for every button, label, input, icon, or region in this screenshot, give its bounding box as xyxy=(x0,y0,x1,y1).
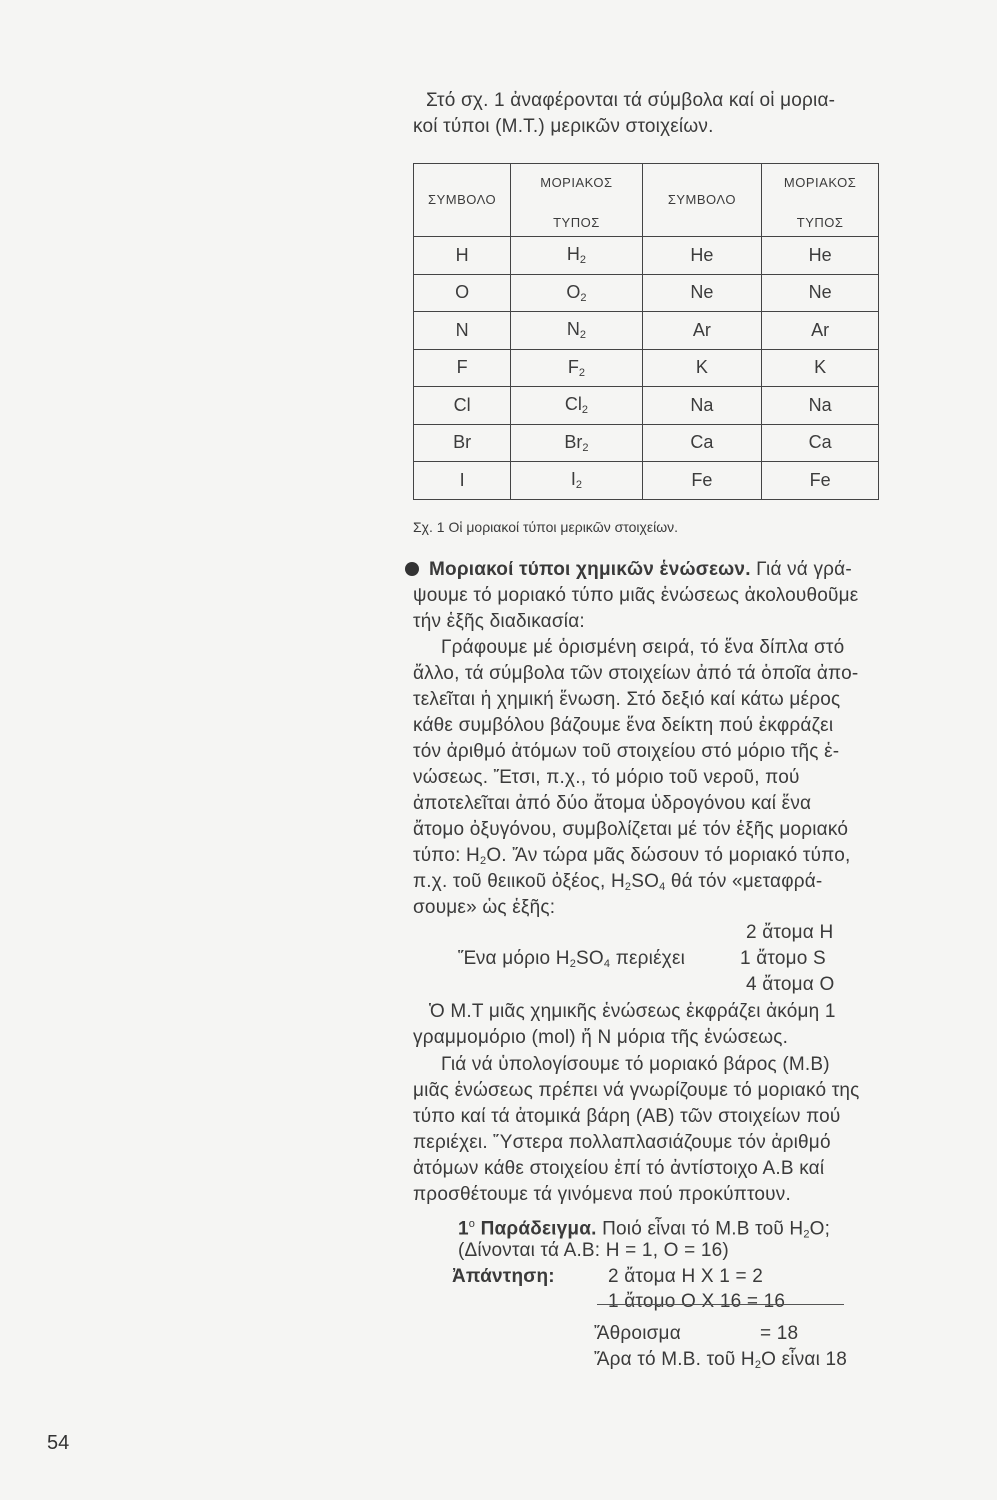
table-row xyxy=(414,274,879,312)
section-text: SO xyxy=(631,871,660,892)
formula-subscript: 2 xyxy=(624,881,632,893)
cell-symbol: O xyxy=(414,274,511,312)
formula-element: Cl xyxy=(564,394,582,415)
example-question: Ποιό εἶναι τό Μ.Β τοῦ H xyxy=(602,1218,804,1240)
formula-element: N xyxy=(566,319,580,340)
para3-line: τύπο καί τά ἀτομικά βάρη (ΑΒ) τῶν στοιχείων πού xyxy=(413,1106,841,1127)
atom-count: 1 ἄτομο S xyxy=(740,948,826,969)
intro-line-1: Στό σχ. 1 ἀναφέρονται τά σύμβολα καί οἱ μορια- xyxy=(426,90,836,111)
section-line: ἀποτελεῖται ἀπό δύο ἄτομα ὑδρογόνου καί ἕνα xyxy=(413,793,812,814)
cell-formula: Ne xyxy=(762,274,879,312)
cell-symbol: K xyxy=(642,349,762,387)
formula-subscript: 2 xyxy=(580,291,587,304)
cell-formula xyxy=(511,387,642,425)
cell-formula xyxy=(511,312,642,350)
section-line: ψουμε τό μοριακό τύπο μιᾶς ἑνώσεως ἀκολουθοῦμε xyxy=(413,585,859,606)
cell-formula: Ar xyxy=(762,312,879,350)
cell-symbol: He xyxy=(642,237,762,275)
cell-formula: He xyxy=(762,237,879,275)
example-superscript: ο xyxy=(468,1218,476,1230)
cell-formula: Na xyxy=(762,387,879,425)
formula-subscript: 2 xyxy=(579,254,586,267)
header-line: ΤΥΠΟΣ xyxy=(553,215,600,230)
atom-count: 4 ἄτομα O xyxy=(746,974,835,995)
formula-element: I xyxy=(570,469,576,490)
section-line: σουμε» ὡς ἑξῆς: xyxy=(413,897,556,918)
cell-symbol: Na xyxy=(642,387,762,425)
cell-symbol: N xyxy=(414,312,511,350)
cell-symbol: H xyxy=(414,237,511,275)
formula-element: F xyxy=(567,356,579,377)
conclusion-line xyxy=(594,1347,847,1379)
formula-subscript: 2 xyxy=(582,441,589,454)
para3-line: Γιά νά ὑπολογίσουμε τό μοριακό βάρος (Μ.Β) xyxy=(441,1054,830,1075)
table-header-row xyxy=(414,164,879,237)
para3-line: περιέχει. Ὕστερα πολλαπλασιάζουμε τόν ἀριθμό xyxy=(413,1132,831,1153)
para2-line: Ὁ Μ.Τ μιᾶς χημικῆς ἑνώσεως ἐκφράζει ἀκόμη 1 xyxy=(429,1001,836,1022)
section-line: ἄτομο ὀξυγόνου, συμβολίζεται μέ τόν ἑξῆς μοριακό xyxy=(413,819,849,840)
formula-subscript: 4 xyxy=(659,881,666,893)
cell-formula: Fe xyxy=(762,462,879,500)
cell-symbol: Fe xyxy=(642,462,762,500)
cell-symbol: I xyxy=(414,462,511,500)
formula-subscript: 2 xyxy=(754,1359,762,1371)
para3-line: προσθέτουμε τά γινόμενα πού προκύπτουν. xyxy=(413,1184,791,1205)
formula-element: O xyxy=(566,281,581,302)
section-text: Γιά νά γρά- xyxy=(756,559,852,580)
molecule-text: SO xyxy=(576,948,604,969)
table-row xyxy=(414,424,879,462)
atom-count: 2 ἄτομα H xyxy=(746,922,834,943)
para3-line: ἀτόμων κάθε στοιχείου ἐπί τό ἀντίστοιχο Α.Β καί xyxy=(413,1158,825,1179)
table-row xyxy=(414,237,879,275)
calc-line: 1 ἄτομο Ο Χ 16 = 16 xyxy=(608,1291,786,1312)
table-row xyxy=(414,462,879,500)
para3-line: μιᾶς ἑνώσεως πρέπει νά γνωρίζουμε τό μοριακό της xyxy=(413,1080,860,1101)
molecule-text: περιέχει xyxy=(610,948,686,969)
cell-formula: K xyxy=(762,349,879,387)
sum-divider xyxy=(597,1304,844,1305)
conclusion-text: O εἶναι 18 xyxy=(761,1349,848,1370)
formula-subscript: 2 xyxy=(569,958,577,970)
example-label: Παράδειγμα. xyxy=(480,1218,597,1240)
section-line: ἄλλο, τά σύμβολα τῶν στοιχείων ἀπό τά ὁποῖα ἀπο- xyxy=(413,663,859,684)
header-line: ΜΟΡΙΑΚΟΣ xyxy=(783,175,857,190)
formula-subscript: 2 xyxy=(803,1228,810,1241)
header-molecular-type-1 xyxy=(511,164,642,237)
cell-formula xyxy=(511,462,642,500)
cell-symbol: Cl xyxy=(414,387,511,425)
formula-subscript: 2 xyxy=(579,329,586,342)
cell-symbol: Ar xyxy=(642,312,762,350)
section-heading: Μοριακοί τύποι χημικῶν ἑνώσεων. xyxy=(429,559,751,580)
formula-subscript: 4 xyxy=(603,958,611,970)
section-heading-line xyxy=(405,557,852,583)
formula-element: Br xyxy=(564,431,583,452)
page-number: 54 xyxy=(47,1432,70,1454)
header-line: ΜΟΡΙΑΚΟΣ xyxy=(540,175,613,190)
cell-formula xyxy=(511,424,642,462)
section-text: π.χ. τοῦ θειικοῦ ὀξέος, H xyxy=(413,871,625,892)
sum-label: Ἄθροισμα xyxy=(594,1323,681,1344)
header-line: ΤΥΠΟΣ xyxy=(796,215,844,230)
cell-formula xyxy=(511,274,642,312)
molecular-formula-table xyxy=(413,163,879,500)
section-text: θά τόν «μεταφρά- xyxy=(665,871,823,892)
example-number: 1 xyxy=(458,1218,469,1240)
cell-formula xyxy=(511,237,642,275)
section-line: κάθε συμβόλου βάζουμε ἕνα δείκτη πού ἐκφράζει xyxy=(413,715,834,736)
formula-subscript: 2 xyxy=(581,404,588,417)
table-row xyxy=(414,312,879,350)
molecule-sentence xyxy=(458,946,685,978)
section-text: O. Ἄν τώρα μᾶς δώσουν τό μοριακό τύπο, xyxy=(486,845,851,866)
section-line: νώσεως. Ἔτσι, π.χ., τό μόριο τοῦ νεροῦ, πού xyxy=(413,767,800,788)
section-line: τήν ἑξῆς διαδικασία: xyxy=(413,611,585,632)
para2-line: γραμμομόριο (mol) ἤ Ν μόρια τῆς ἑνώσεως. xyxy=(413,1027,789,1048)
conclusion-text: Ἄρα τό Μ.Β. τοῦ H xyxy=(594,1349,755,1370)
molecule-text: Ἕνα μόριο H xyxy=(458,948,570,969)
intro-line-2: κοί τύποι (Μ.Τ.) μερικῶν στοιχείων. xyxy=(413,116,714,137)
bullet-icon xyxy=(405,562,419,576)
cell-symbol: Ne xyxy=(642,274,762,312)
formula-subscript: 2 xyxy=(578,366,585,379)
table-row xyxy=(414,387,879,425)
cell-formula: Ca xyxy=(762,424,879,462)
formula-subscript: 2 xyxy=(479,855,487,867)
cell-symbol: Br xyxy=(414,424,511,462)
cell-symbol: F xyxy=(414,349,511,387)
formula-subscript: 2 xyxy=(575,479,582,492)
cell-formula xyxy=(511,349,642,387)
sum-value: = 18 xyxy=(760,1323,799,1344)
header-symbol-1: ΣΥΜΒΟΛΟ xyxy=(414,164,511,237)
section-text: τύπο: H xyxy=(413,845,480,866)
calc-line: 2 ἄτομα Η Χ 1 = 2 xyxy=(608,1266,763,1287)
header-symbol-2: ΣΥΜΒΟΛΟ xyxy=(642,164,762,237)
section-line: τόν ἀριθμό ἀτόμων τοῦ στοιχείου στό μόριο τῆς ἑ- xyxy=(413,741,840,762)
example-question: O; xyxy=(809,1218,831,1240)
formula-element: H xyxy=(566,244,580,265)
section-line: Γράφουμε μέ ὁρισμένη σειρά, τό ἕνα δίπλα στό xyxy=(441,637,845,658)
header-molecular-type-2 xyxy=(762,164,879,237)
table-row xyxy=(414,349,879,387)
answer-label: Ἀπάντηση: xyxy=(452,1266,555,1287)
cell-symbol: Ca xyxy=(642,424,762,462)
example-given: (Δίνονται τά Α.Β: Η = 1, Ο = 16) xyxy=(458,1240,729,1261)
table-caption: Σχ. 1 Οἱ μοριακοί τύποι μερικῶν στοιχείων. xyxy=(413,519,679,535)
section-line: τελεῖται ἡ χημική ἕνωση. Στό δεξιό καί κάτω μέρος xyxy=(413,689,841,710)
